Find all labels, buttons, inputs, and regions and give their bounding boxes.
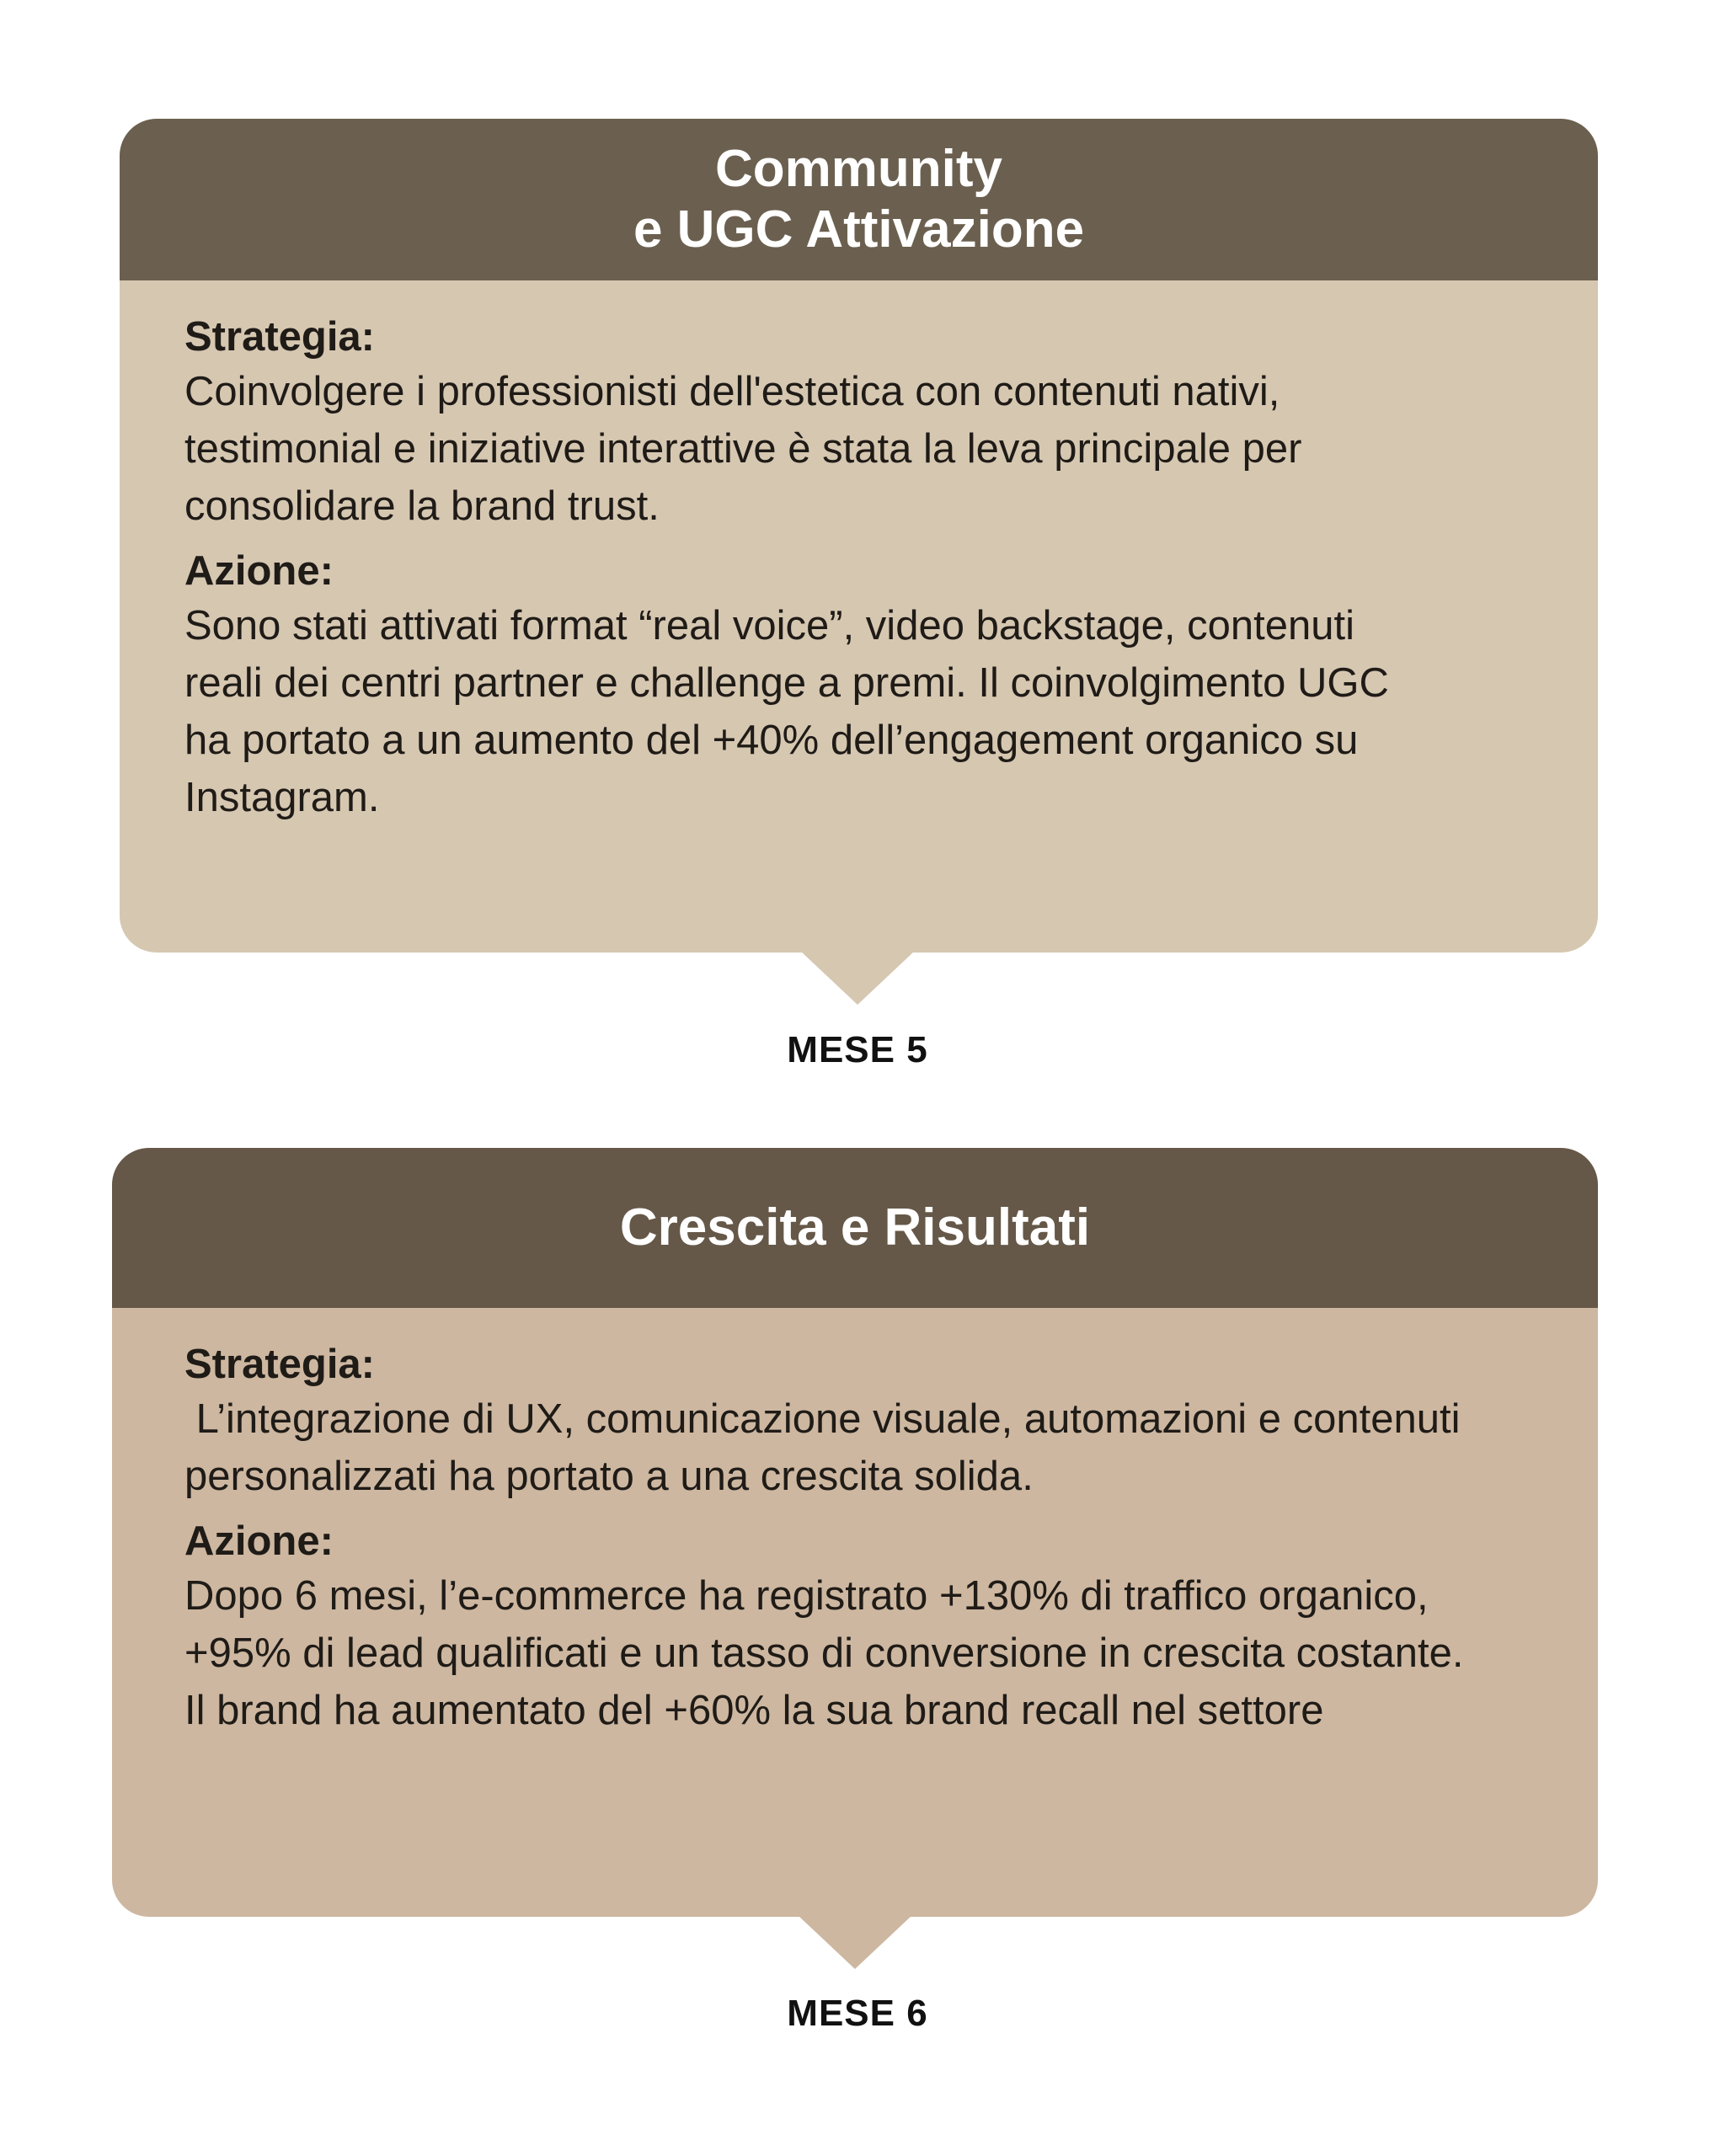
strategy-label: Strategia: [184, 1342, 376, 1387]
action-label: Azione: [184, 1518, 334, 1564]
timeline-card-month-6 [112, 1148, 1598, 1917]
month-label: MESE 6 [787, 1993, 928, 2034]
timeline-card-month-5 [120, 119, 1598, 953]
card-body [184, 311, 1547, 826]
action-text: Dopo 6 mesi, l’e-commerce ha registrato +130% di traffico organico, +95% di lead qualificati e un tasso di conversione in crescita costante. Il brand ha aumentato del +60% la sua brand recall nel settore [184, 1573, 1464, 1733]
month-label: MESE 5 [787, 1029, 928, 1070]
strategy-text: Coinvolgere i professionisti dell'estetica con contenuti nativi, testimonial e iniziative interattive è stata la leva principale per consolidare la brand trust. [184, 369, 1302, 529]
card-pointer-arrow [798, 1915, 912, 1969]
strategy-label: Strategia: [184, 314, 376, 360]
card-title-line-1: Community [715, 140, 1002, 198]
action-text: Sono stati attivati format “real voice”, video backstage, contenuti reali dei centri partner e challenge a premi. Il coinvolgimento UGC ha portato a un aumento del +40% dell’engagement organico su Instagram. [184, 603, 1389, 820]
card-title-line-2: e UGC Attivazione [633, 200, 1085, 259]
card-header [120, 119, 1598, 280]
action-label: Azione: [184, 548, 334, 594]
strategy-text: L’integrazione di UX, comunicazione visuale, automazioni e contenuti personalizzati ha portato a una crescita solida. [184, 1396, 1461, 1499]
card-header [112, 1148, 1598, 1308]
card-title: Crescita e Risultati [619, 1198, 1091, 1257]
card-body [184, 1338, 1547, 1739]
card-pointer-arrow [800, 951, 915, 1005]
